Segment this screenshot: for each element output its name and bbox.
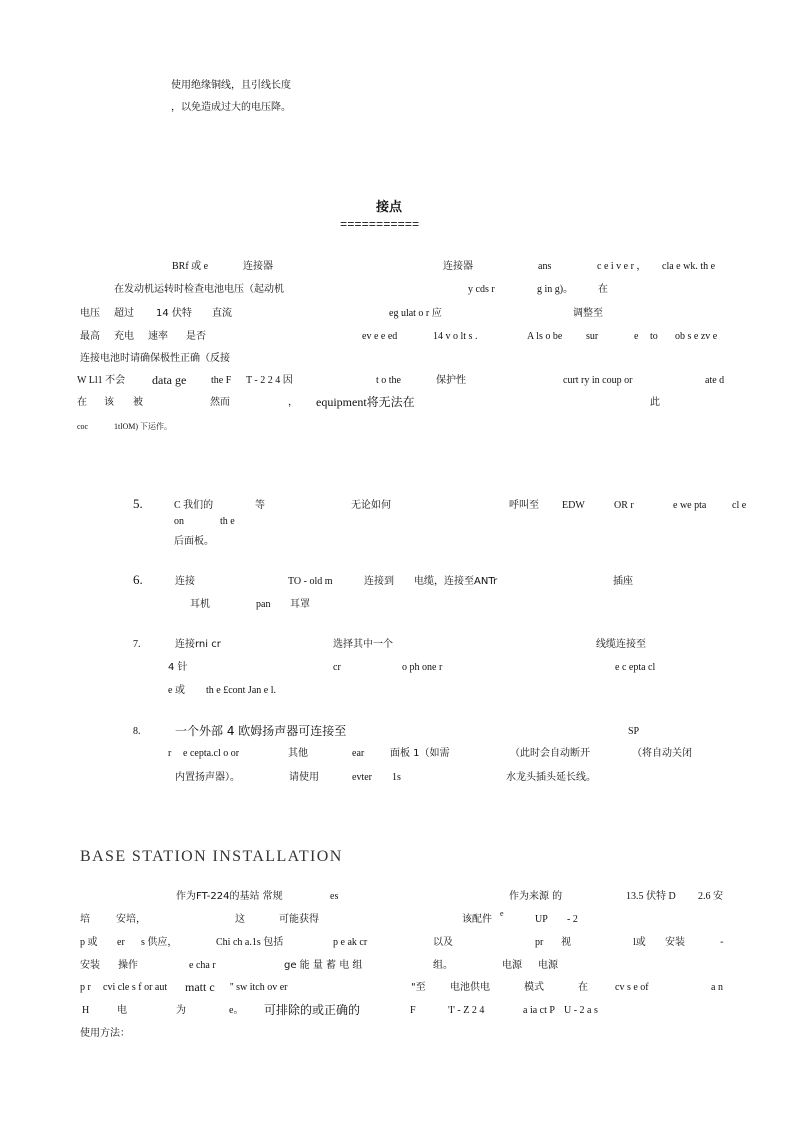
- item-number: 6.: [133, 572, 143, 587]
- text-run: pr: [535, 937, 544, 948]
- text-run: ate d: [705, 375, 725, 386]
- text-run: p e ak cr: [333, 937, 368, 948]
- text-run: 在: [598, 284, 608, 295]
- text-run: es: [330, 891, 339, 902]
- text-run: 电缆，连接至ANTr: [414, 576, 498, 587]
- text-run: o ph one r: [402, 662, 443, 673]
- text-run: 在: [77, 397, 87, 408]
- text-run: 电源: [502, 960, 522, 971]
- text-run: 连接rni cr: [175, 639, 221, 650]
- base-line-7: 使用方法：: [80, 1028, 130, 1039]
- text-run: equipment将无法在: [316, 395, 415, 409]
- text-run: ，: [288, 397, 298, 408]
- text-run: e we pta: [673, 500, 707, 511]
- text-run: U - 2 a s: [564, 1005, 598, 1016]
- text-run: 插座: [613, 576, 633, 587]
- text-run: e。: [229, 1005, 244, 1016]
- text-run: coc: [77, 422, 89, 431]
- text-run: eg ulat o r 应: [389, 308, 442, 319]
- text-run: T - 2 2 4 因: [246, 375, 293, 386]
- text-run: 为: [176, 1005, 186, 1016]
- text-run: EDW: [562, 500, 585, 511]
- text-run: th e: [220, 516, 235, 527]
- text-run: TO - old m: [288, 576, 333, 587]
- text-run: 作为FT-224的基站 常规: [176, 891, 283, 902]
- text-run: 组。: [433, 960, 453, 971]
- section-underline: ===========: [340, 218, 420, 232]
- text-run: e cha r: [189, 960, 216, 971]
- text-run: 被: [133, 397, 143, 408]
- text-run: 一个外部 4 欧姆扬声器可连接至: [175, 724, 347, 738]
- text-run: 耳机: [190, 599, 210, 610]
- text-run: 作为来源 的: [509, 891, 563, 902]
- text-run: 该配件: [462, 914, 492, 925]
- text-run: r: [168, 748, 172, 759]
- text-run: 电压: [80, 308, 100, 319]
- text-run: 耳罩: [290, 599, 310, 610]
- text-run: -: [720, 937, 724, 948]
- text-run: 4 针: [168, 662, 188, 673]
- text-run: 调整至: [573, 308, 603, 319]
- text-run: 可能获得: [279, 914, 319, 925]
- text-run: cvi cle s f or aut: [103, 982, 168, 993]
- text-run: 请使用: [289, 772, 319, 783]
- text-run: 电源: [538, 960, 558, 971]
- text-run: e 或: [168, 685, 185, 696]
- text-run: 超过: [114, 308, 134, 319]
- item-number: 7.: [133, 639, 141, 650]
- text-run: g in g)。: [537, 284, 574, 295]
- text-run: 安装: [80, 960, 100, 971]
- text-run: 是否: [186, 331, 206, 342]
- text-run: 保护性: [436, 375, 466, 386]
- text-run: 等: [255, 500, 265, 511]
- text-run: evter: [352, 772, 372, 783]
- text-run: BRf 或 e: [172, 261, 209, 272]
- text-run: 面板 1（如需: [390, 748, 450, 759]
- text-run: W Ll1 不会: [77, 375, 126, 386]
- text-run: Chi ch a.1s 包括: [216, 937, 284, 948]
- text-run: 以及: [433, 937, 453, 948]
- text-run: curt ry in coup or: [563, 375, 633, 386]
- text-run: 内置扬声器）。: [175, 772, 240, 783]
- text-run: 1s: [392, 772, 401, 783]
- text-run: - 2: [567, 914, 578, 925]
- text-run: 速率: [148, 331, 168, 342]
- text-run: ear: [352, 748, 365, 759]
- text-run: er: [117, 937, 125, 948]
- text-run: p 或: [80, 937, 98, 948]
- list-item-5-line-3: 后面板。: [174, 536, 214, 547]
- text-run: 这: [235, 914, 245, 925]
- text-run: e: [500, 909, 504, 918]
- text-run: OR r: [614, 500, 634, 511]
- text-run: 培: [80, 914, 90, 925]
- text-run: 13.5 伏特 D: [626, 891, 676, 902]
- text-run: matt c: [185, 980, 215, 994]
- text-run: 其他: [288, 748, 308, 759]
- text-run: t o the: [376, 375, 401, 386]
- text-run: pan: [256, 599, 271, 610]
- text-run: ob s e zv e: [675, 331, 718, 342]
- intro-line-1: 使用绝缘铜线，且引线长度: [171, 80, 291, 91]
- text-run: s 供应，: [141, 937, 178, 948]
- text-run: l或: [633, 937, 646, 948]
- text-run: e cepta.cl o or: [183, 748, 240, 759]
- text-run: 连接器: [243, 261, 273, 272]
- text-run: 2.6 安: [698, 891, 723, 902]
- text-run: 最高: [80, 331, 100, 342]
- text-run: cr: [333, 662, 341, 673]
- text-run: cl e: [732, 500, 747, 511]
- text-run: 在: [578, 982, 588, 993]
- text-run: the F: [211, 375, 232, 386]
- text-run: 模式: [524, 982, 544, 993]
- text-run: y cds r: [468, 284, 495, 295]
- text-run: 视: [561, 937, 571, 948]
- text-run: 然而: [210, 397, 230, 408]
- text-run: cla e wk. th e: [662, 261, 716, 272]
- text-run: 在发动机运转时检查电池电压（起动机: [114, 284, 284, 295]
- text-run: F: [410, 1005, 416, 1016]
- text-run: 电池供电: [450, 982, 490, 993]
- item-number: 8.: [133, 726, 141, 737]
- text-run: data ge: [152, 373, 187, 387]
- text-run: 该: [104, 397, 114, 408]
- text-run: to: [650, 331, 658, 342]
- intro-line-2: ，以免造成过大的电压降。: [171, 102, 291, 113]
- section-heading: BASE STATION INSTALLATION: [80, 848, 343, 865]
- text-run: UP: [535, 914, 548, 925]
- text-run: 14 v o lt s .: [433, 331, 478, 342]
- text-run: 14 伏特: [156, 308, 192, 319]
- section-title: 接点: [376, 200, 403, 215]
- text-run: ans: [538, 261, 552, 272]
- text-run: 连接器: [443, 261, 473, 272]
- item-number: 5.: [133, 496, 143, 511]
- text-run: （将自动关闭: [632, 748, 692, 759]
- text-run: 此: [650, 397, 660, 408]
- text-run: 电: [117, 1005, 127, 1016]
- text-run: p r: [80, 982, 91, 993]
- para-line-5: 连接电池时请确保极性正确（反接: [80, 353, 230, 364]
- text-run: H: [82, 1005, 90, 1016]
- text-run: 水龙头插头延长线。: [506, 772, 596, 783]
- text-run: cv s e of: [615, 982, 649, 993]
- text-run: 连接: [175, 576, 195, 587]
- text-run: 安装: [665, 937, 685, 948]
- text-run: 可排除的或正确的: [264, 1003, 361, 1017]
- text-run: A ls o be: [527, 331, 563, 342]
- text-run: 线缆连接至: [596, 639, 646, 650]
- text-run: （此时会自动断开: [510, 748, 590, 759]
- text-run: 1tlOM) 下运作。: [114, 422, 172, 431]
- text-run: c e i v e r ，: [597, 261, 647, 272]
- text-run: 安培，: [116, 914, 146, 925]
- text-run: 选择其中一个: [333, 639, 393, 650]
- text-run: ev e e ed: [362, 331, 398, 342]
- text-run: 直流: [212, 308, 232, 319]
- text-run: 呼叫至: [509, 500, 539, 511]
- text-run: a ia ct P: [523, 1005, 555, 1016]
- text-run: 操作: [118, 960, 138, 971]
- text-run: '' sw itch ov er: [230, 982, 288, 993]
- text-run: ge 能 量 蓄 电 组: [284, 960, 363, 971]
- text-run: e c epta cl: [615, 662, 656, 673]
- text-run: "至: [411, 982, 426, 993]
- text-run: 'I' - Z 2 4: [448, 1005, 485, 1016]
- text-run: th e £cont Jan e l.: [206, 685, 276, 696]
- text-run: on: [174, 516, 184, 527]
- text-run: 无论如何: [351, 500, 391, 511]
- text-run: e: [634, 331, 639, 342]
- text-run: SP: [628, 726, 640, 737]
- text-run: 连接到: [364, 576, 394, 587]
- text-run: C 我们的: [174, 500, 214, 511]
- text-run: 充电: [114, 331, 134, 342]
- text-run: sur: [586, 331, 599, 342]
- text-run: a n: [711, 982, 723, 993]
